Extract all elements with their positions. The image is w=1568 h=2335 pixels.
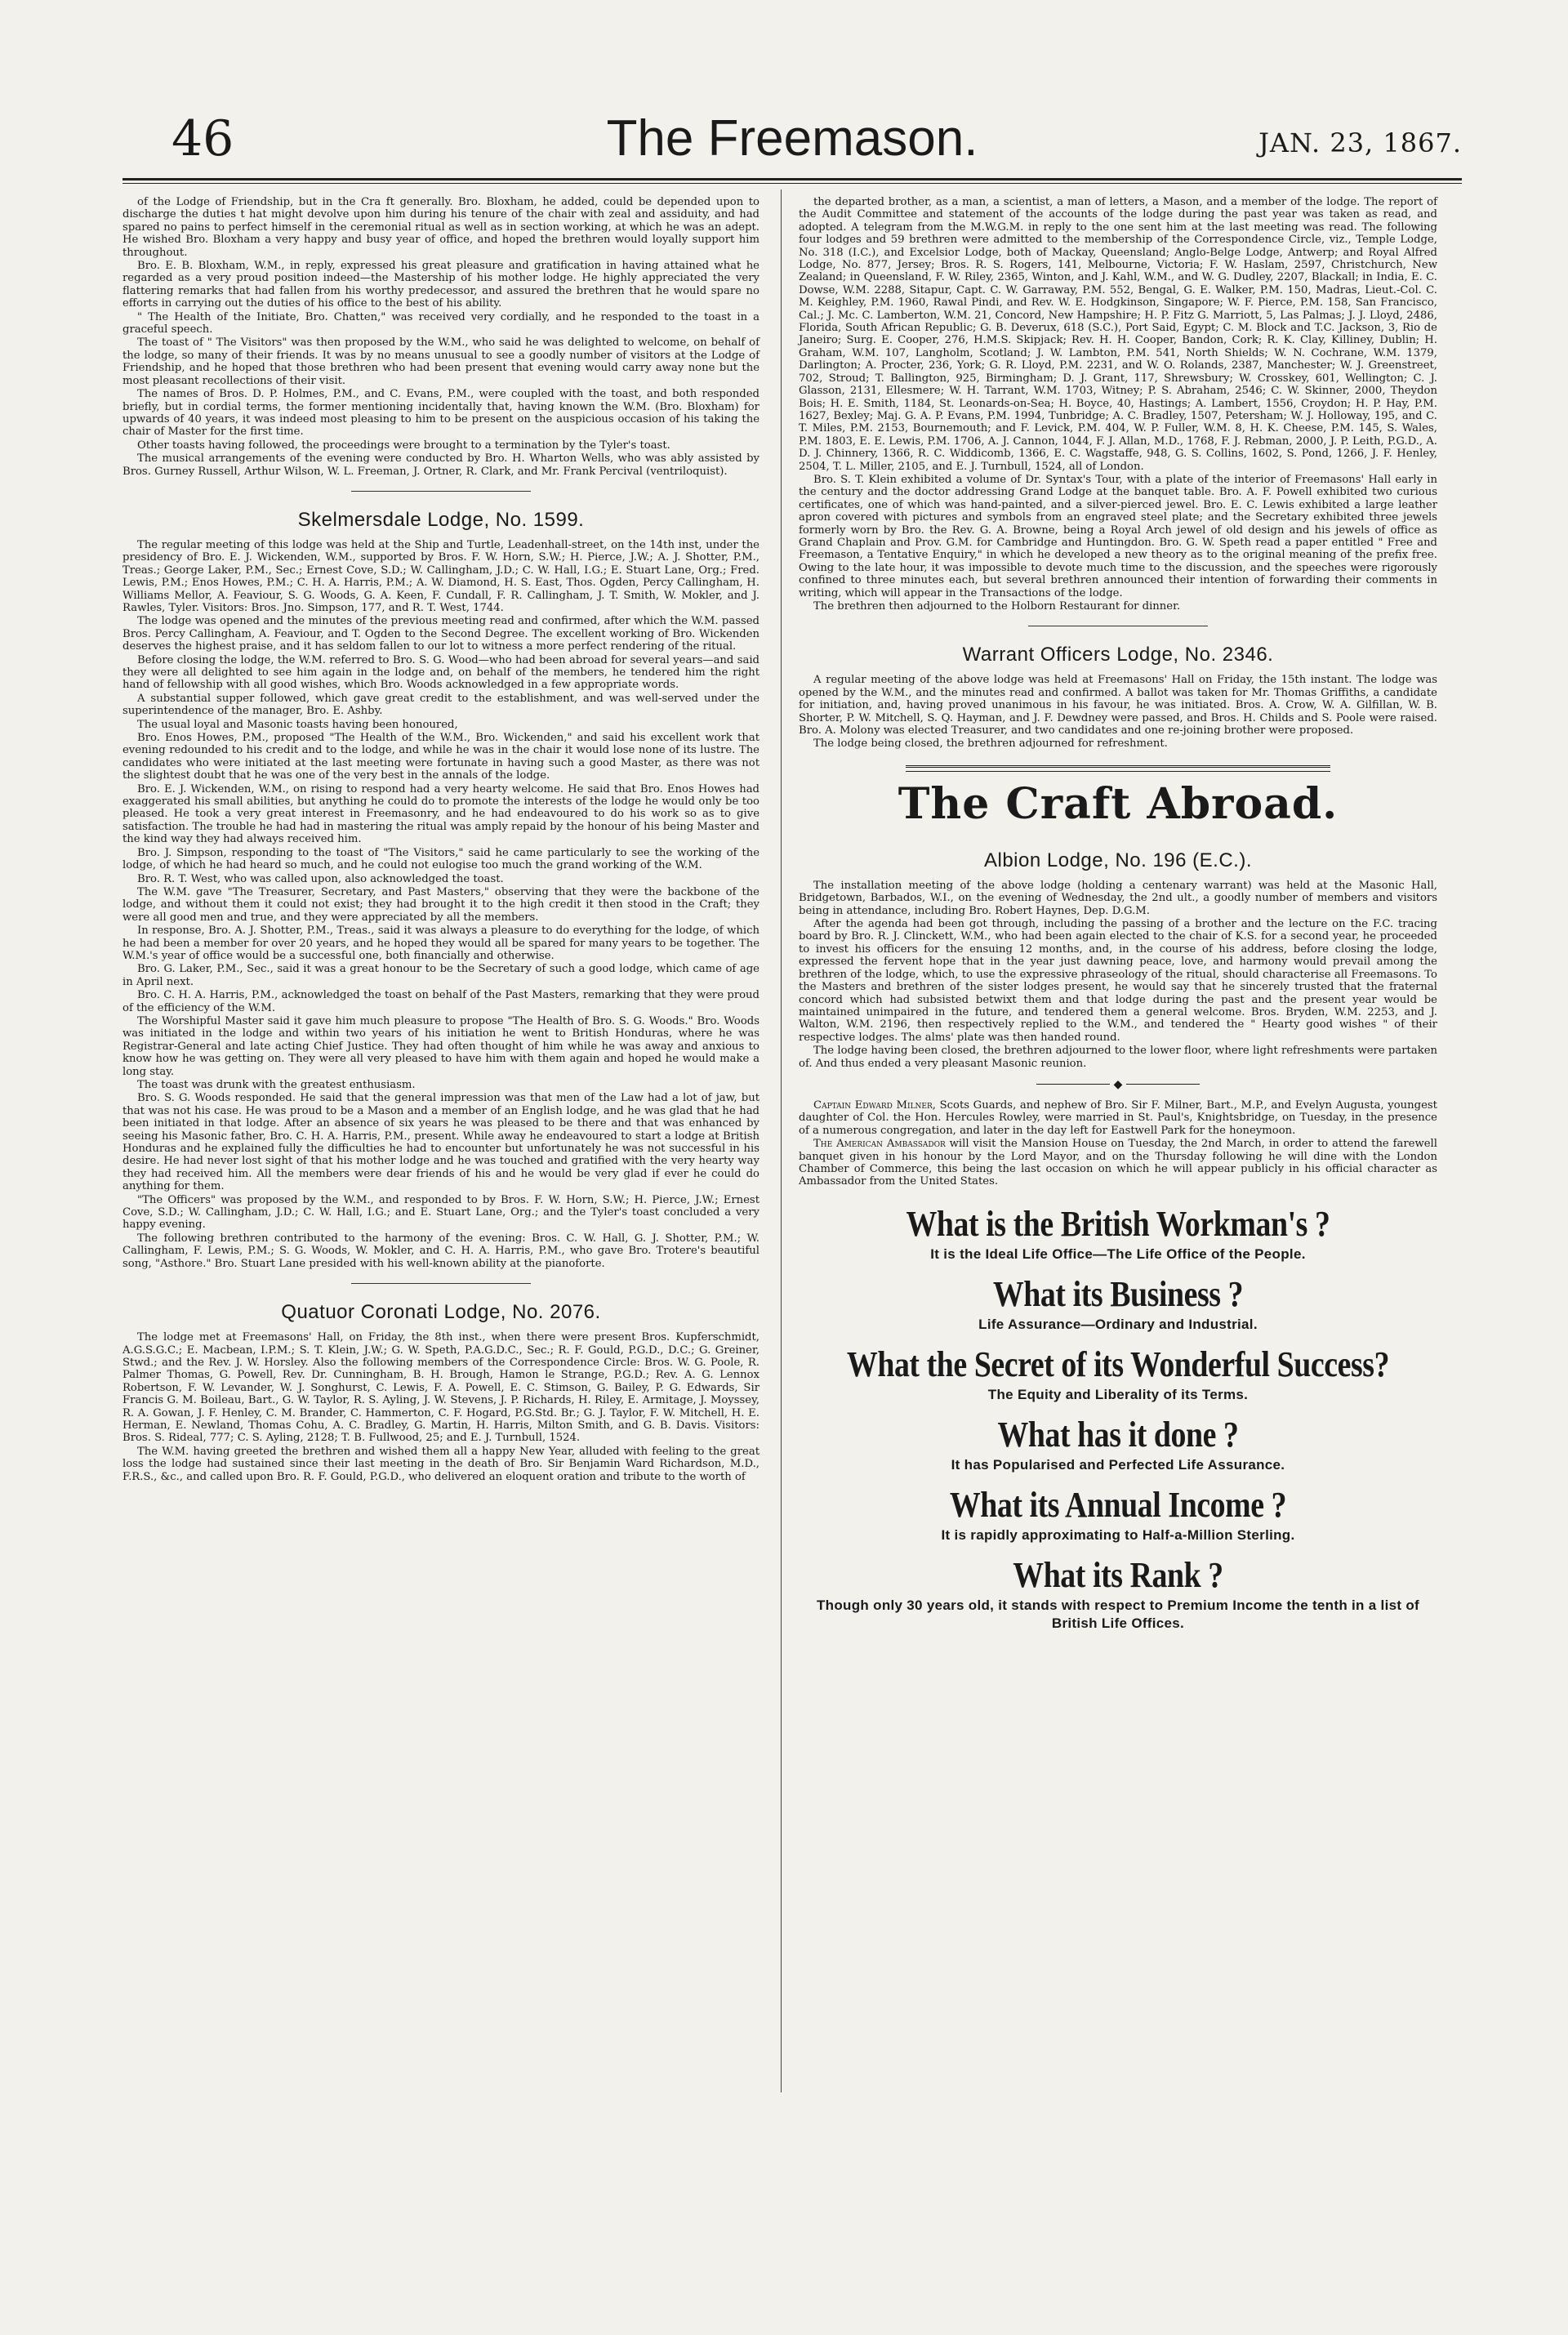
paragraph: The installation meeting of the above lodge (holding a centenary warrant) was held at the Masonic Hall, Bridgetown, Barbados, W.I., on the evening of Wednesday, the 2nd ult., a goodly number of members and visitors being in attendance, including Bro. Robert Haynes, Dep. D.G.M. [799, 879, 1437, 917]
paragraph: The lodge met at Freemasons' Hall, on Friday, the 8th inst., when there were present Bros. Kupferschmidt, A.G.S.G.C.; E. Macbean, I.P.M.; S. T. Klein, J.W.; G. W. Speth, P.A.G.D.C., Sec.; R. F. Gould, P.G.D., D.C.; G. Greiner, Stwd.; and the Rev. J. W. Horsley. Also the following members of the Correspondence Circle: Bros. W. G. Poole, R. Palmer Thomas, G. Powell, Rev. Dr. Cunningham, B. H. Brough, Hamon le Strange, P.G.D.; Rev. A. G. Lennox Robertson, F. W. Levander, W. J. Songhurst, C. Lewis, F. A. Powell, E. C. Stimson, G. Bailey, P. G. Edwards, Sir Francis G. M. Boileau, Bart., G. W. Taylor, R. S. Ayling, J. W. Stevens, J. P. Richards, H. Riley, E. Armitage, J. Moyssey, R. A. Gowan, J. F. Henley, C. M. Brander, C. Hammerton, C. F. Hogard, P.G.Std. Br.; G. J. Taylor, F. W. Mitchell, H. E. Herman, E. Newland, Thomas Cohu, A. C. Bradley, G. Martin, H. Harris, Milton Smith, and G. B. Davis. Visitors: Bros. S. Rideal, 777; C. S. Ayling, 2128; T. B. Fullwood, 25; and E. J. Turnbull, 1524. [122, 1331, 760, 1445]
paragraph: After the agenda had been got through, including the passing of a brother and the lecture on the F.C. tracing board by Bro. R. J. Clinckett, W.M., who had been again elected to the chair of K.S. for a second year, he proceeded to invest his officers for the ensuing 12 months, and, in the course of his address, before closing the lodge, expressed the fervent hope that in the year just dawning peace, love, and harmony would prevail among the brethren of the lodge, which, to use the expressive phraseology of the ritual, should characterise all Freemasons. To the Masters and brethren of the sister lodges present, he would say that he sincerely trusted that the fraternal concord which had subsisted betwixt them and that lodge during the past and the present year would be maintained unimpaired in the future, and tendered them a general welcome. Bros. Bryden, W.M. 2253, and J. Walton, W.M. 2196, then respectively replied to the W.M., and tendered the " Hearty good wishes " of their respective lodges. The alms' plate was then handed round. [799, 918, 1437, 1044]
paragraph: The Worshipful Master said it gave him much pleasure to propose "The Health of Bro. S. G. Woods." Bro. Woods was initiated in the lodge and within two years of his initiation he went to British Honduras, where he was Registrar-General and late acting Chief Justice. They had often thought of him while he was away and anxious to know how he was getting on. They were all very pleased to have him with them again and hoped he would make a long stay. [122, 1014, 760, 1078]
paragraph: Bro. E. J. Wickenden, W.M., on rising to respond had a very hearty welcome. He said that Bro. Enos Howes had exaggerated his small abilities, but anything he could do to promote the interests of the lodge he would only be too pleased. He took a very great interest in Freemasonry, and he had endeavoured to do his work so as to give satisfaction. The trouble he had had in mastering the ritual was amply repaid by the honour of his being Master and the kind way they had always received him. [122, 782, 760, 846]
advert-question: What the Secret of its Wonderful Success? [846, 1344, 1390, 1384]
paragraph: Bro. S. T. Klein exhibited a volume of Dr. Syntax's Tour, with a plate of the interior of Freemasons' Hall early in the century and the doctor addressing Grand Lodge at the banquet table. Bro. A. F. Powell exhibited two curious certificates, one of which was hand-painted, and a silver-pierced jewel. Bro. E. C. Lewis exhibited a large leather apron covered with pictures and symbols from an engraved steel plate; and the Secretary exhibited three jewels formerly worn by Bro. the Rev. G. A. Browne, being a Royal Arch jewel of old design and his jewels of office as Grand Chaplain and Prov. G.M. for Cambridge and Huntingdon. Bro. G. W. Speth read a paper entitled " Free and Freemason, a Tentative Enquiry," in which he developed a new theory as to the original meaning of the prefix free. Owing to the late hour, it was impossible to devote much time to the discussion, and the speeches were rigorously confined to three minutes each, but several brethren announced their intention of forwarding their comments in writing, which will appear in the Transactions of the lodge. [799, 473, 1437, 599]
albion-heading: Albion Lodge, No. 196 (E.C.). [983, 849, 1252, 871]
notices [799, 1099, 1437, 1188]
advert-question: What is the British Workman's ? [906, 1203, 1330, 1244]
paragraph: "The Officers" was proposed by the W.M., and responded to by Bros. F. W. Horn, S.W.; H. Pierce, J.W.; Ernest Cove, S.D.; W. Callingham, J.D.; C. W. Hall, I.G.; and E. Stuart Lane, Org.; and the Tyler's toast concluded a very happy evening. [122, 1193, 760, 1232]
advert-answer: It has Popularised and Perfected Life Assurance. [951, 1456, 1285, 1473]
notice-text: will visit the Mansion House on Tuesday, the 2nd March, in order to attend the farewell banquet given in his honour by the Lord Mayor, and on the Thursday following he will dine with the London Chamber of Commerce, this being the last occasion on which he will appear publicly in his official character as Ambassador from the United States. [799, 1138, 1437, 1188]
advert-question: What its Rank ? [1013, 1554, 1223, 1595]
header-rule-thin [122, 183, 1462, 184]
warrant-body [799, 674, 1437, 750]
paragraph: A regular meeting of the above lodge was held at Freemasons' Hall on Friday, the 15th instant. The lodge was opened by the W.M., and the minutes read and confirmed. A ballot was taken for Mr. Thomas Griffiths, a candidate for initiation, and, having proved unanimous in his favour, he was initiated. Bros. A. Crow, W. A. Gilfillan, W. B. Shorter, P. W. Mitchell, S. Q. Hayman, and J. F. Dewdney were passed, and Bros. H. Childs and S. Poole were raised. Bro. A. Molony was elected Treasurer, and two candidates and one re-joining brother were proposed. [799, 674, 1437, 737]
right-intro [799, 196, 1437, 613]
paragraph: The W.M. gave "The Treasurer, Secretary, and Past Masters," observing that they were the backbone of the lodge, and without them it could not exist; they had brought it to the high credit it then stood in the Craft; they were all good men and true, and they were appreciated by all the members. [122, 885, 760, 924]
craft-rule [906, 765, 1330, 772]
paragraph: Bro. C. H. A. Harris, P.M., acknowledged the toast on behalf of the Past Masters, remarking that they were proud of the efficiency of the W.M. [122, 989, 760, 1014]
ornamental-rule: ◆ [799, 1078, 1437, 1091]
left-intro [122, 196, 760, 478]
advert-answer: The Equity and Liberality of its Terms. [987, 1386, 1249, 1402]
skelmersdale-heading: Skelmersdale Lodge, No. 1599. [297, 508, 585, 531]
notice-lead: The American Ambassador [813, 1138, 946, 1151]
paragraph: Other toasts having followed, the proceedings were brought to a termination by the Tyler's toast. [137, 439, 670, 452]
paragraph: Bro. S. G. Woods responded. He said that the general impression was that men of the Law had a lot of jaw, but that was not his case. He was proud to be a Mason and a member of an English lodge, and he was glad that he had been initiated in that lodge. After an absence of six years he was pleased to be there and that was enhanced by seeing his Masonic father, Bro. C. H. A. Harris, P.M., present. While away he endeavoured to start a lodge at British Honduras and he explained fully the difficulties he had to encounter but unfortunately he was not successful in his desire. He had never lost sight of that his mother lodge and he was touched and gratified with the very hearty way they had received him. All the members were dear friends of his and he would be very glad if ever he could do anything for them. [122, 1092, 760, 1193]
advert-answer: It is rapidly approximating to Half-a-Million Sterling. [941, 1526, 1295, 1543]
page-header [122, 106, 1462, 180]
quatuor-heading: Quatuor Coronati Lodge, No. 2076. [281, 1301, 601, 1324]
paragraph: The toast was drunk with the greatest enthusiasm. [137, 1079, 416, 1091]
paragraph: Before closing the lodge, the W.M. referred to Bro. S. G. Wood—who had been abroad for several years—and said they were all delighted to see him again in the lodge and, on behalf of the members, he tendered him the right hand of fellowship with all good wishes, which Bro. Woods acknowledged in a few appropriate words. [122, 653, 760, 692]
right-column [799, 196, 1437, 1636]
paragraph: Bro. J. Simpson, responding to the toast of "The Visitors," said he came particularly to see the working of the lodge, of which he had heard so much, and he could not eulogise too much the grand working of the W.M. [122, 846, 760, 872]
left-column [122, 196, 760, 1484]
issue-date: JAN. 23, 1867. [1258, 127, 1462, 158]
paragraph: of the Lodge of Friendship, but in the Cra ft generally. Bro. Bloxham, he added, could be depended upon to discharge the duties t hat might devolve upon him during his tenure of the chair with zeal and assiduity, and had spared no pains to perfect himself in the ceremonial ritual as well as in section working, at which he was an adept. He wished Bro. Bloxham a very happy and busy year of office, and hoped the brethren would loyally support him throughout. [122, 196, 760, 259]
page-number: 46 [172, 110, 234, 167]
paragraph: In response, Bro. A. J. Shotter, P.M., Treas., said it was always a pleasure to do everything for the lodge, of which he had been a member for over 20 years, and he hoped they would all be spared for many years to be together. The W.M.'s year of office would be a successful one, both financially and otherwise. [122, 925, 760, 962]
paragraph: " The Health of the Initiate, Bro. Chatten," was received very cordially, and he responded to the toast in a graceful speech. [122, 310, 760, 336]
paragraph: The brethren then adjourned to the Holborn Restaurant for dinner. [813, 600, 1181, 613]
section-rule [351, 491, 531, 492]
paragraph: Bro. Enos Howes, P.M., proposed "The Health of the W.M., Bro. Wickenden," and said his excellent work that evening redounded to his credit and to the lodge, and while he was in the chair it would lose none of its lustre. The candidates who were initiated at the last meeting were fortunate in having such a good Master, as there was not the slightest doubt that he was one of the very best in the annals of the lodge. [122, 732, 760, 782]
advert-question: What its Business ? [992, 1273, 1244, 1314]
advert-answer: It is the Ideal Life Office—The Life Office of the People. [930, 1245, 1306, 1262]
paragraph: The toast of " The Visitors" was then proposed by the W.M., who said he was delighted to welcome, on behalf of the lodge, so many of their friends. It was by no means unusual to see a goodly number of visitors at the Lodge of Friendship, and he hoped that those brethren who had been present that evening would carry away none but the most pleasant recollections of their visit. [122, 336, 760, 387]
masthead-title: The Freemason. [606, 110, 978, 167]
notice [799, 1138, 1437, 1188]
paragraph: The lodge was opened and the minutes of the previous meeting read and confirmed, after which the W.M. passed Bros. Percy Callingham, A. Feaviour, and T. Ogden to the Second Degree. The excellent working of Bro. Wickenden deserves the highest praise, and it has seldom fallen to our lot to witness a more perfect rendering of the ritual. [122, 615, 760, 653]
column-divider [781, 189, 782, 2092]
advert-answer: Life Assurance—Ordinary and Industrial. [978, 1316, 1258, 1332]
warrant-heading: Warrant Officers Lodge, No. 2346. [962, 644, 1274, 666]
paragraph: The W.M. having greeted the brethren and wished them all a happy New Year, alluded with feeling to the great loss the lodge had sustained since their last meeting in the death of Bro. Sir Benjamin Ward Richardson, M.D., F.R.S., &c., and called upon Bro. R. F. Gould, P.G.D., who delivered an eloquent oration and tribute to the worth of [122, 1445, 760, 1483]
paragraph: The regular meeting of this lodge was held at the Ship and Turtle, Leadenhall-street, on the 14th inst, under the presidency of Bro. E. J. Wickenden, W.M., supported by Bros. F. W. Horn, S.W.; H. Pierce, J.W.; A. J. Shotter, P.M., Treas.; George Laker, P.M., Sec.; Ernest Cove, S.D.; W. Callingham, J.D.; C. W. Hall, I.G.; E. Stuart Lane, Org.; Fred. Lewis, P.M.; Enos Howes, P.M.; C. H. A. Harris, P.M.; A. W. Diamond, H. S. East, Thos. Ogden, Percy Callingham, H. Williams Mellor, A. Feaviour, S. G. Woods, G. A. Keen, F. Cundall, F. R. Callingham, J. T. Smith, W. Mokler, and J. Rawles, Tyler. Visitors: Bros. Jno. Simpson, 177, and R. T. West, 1744. [122, 538, 760, 614]
paragraph: the departed brother, as a man, a scientist, a man of letters, a Mason, and a member of the lodge. The report of the Audit Committee and statement of the accounts of the lodge during the past year was taken as read, and adopted. A telegram from the M.W.G.M. in reply to the one sent him at the last meeting was read. The following four lodges and 59 brethren were admitted to the membership of the Correspondence Circle, viz., Temple Lodge, No. 318 (I.C.), and Excelsior Lodge, both of Mackay, Queensland; Anglo-Belge Lodge, Antwerp; and Royal Alfred Lodge, No. 877, Jersey; Bros. R. S. Rogers, 141, Melbourne, Victoria; F. W. Haslam, 2597, Christchurch, New Zealand; in Queensland, F. W. Riley, 2365, Winton, and J. Kahl, W.M., and W. G. Dudley, 2207, Blackall; in India, E. C. Dowse, W.M. 2288, Sitapur, Capt. C. W. Garraway, P.M. 552, Bengal, G. E. Walker, P.M. 150, Madras, Lieut.-Col. C. M. Keighley, P.M. 1960, Rawal Pindi, and Rev. W. E. Hodgkinson, Singapore; W. F. Pierce, P.M. 158, San Francisco, Cal.; J. Mc. C. Lamberton, W.M. 21, Concord, New Hampshire; H. P. Fitz G. Marriott, 5, Las Palmas; J. J. Lloyd, 2486, Florida, South African Republic; G. B. Deverux, 618 (S.C.), Port Said, Egypt; C. M. Block and T.C. Jackson, 3, Rio de Janeiro; Surg. E. Cooper, 276, H.M.S. Skipjack; Rev. H. H. Cooper, Bandon, Cork; R. K. Clay, Killiney, Dublin; H. Graham, W.M. 107, Langholm, Scotland; J. W. Lambton, P.M. 541, North Shields; W. N. Cochrane, W.M. 1379, Darlington; A. Procter, 236, York; G. R. Lloyd, P.M. 2231, and W. O. Rolands, 2387, Manchester; W. J. Greenstreet, 702, Stroud; T. Ballington, 925, Birmingham; D. J. Grant, 117, Shrewsbury; W. Crosskey, 601, Wellington; C. J. Glasson, 2131, Ellesmere; W. H. Tarrant, W.M. 1703, Witney; P. S. Abraham, 2546; C. W. Skinner, 2000, Theydon Bois; H. E. Smith, 1184, St. Leonards-on-Sea; H. Boyce, 40, Hastings; A. Lambert, 1556, Croydon; H. P. Hay, P.M. 1627, Bexley; Maj. G. A. P. Evans, P.M. 1994, Tunbridge; A. C. Bradley, 1507, Petersham; W. J. Holloway, 195, and C. T. Miles, P.M. 2153, Bournemouth; and F. Levick, P.M. 404, W. P. Fuller, W.M. 8, H. K. Cheese, P.M. 145, S. Wales, P.M. 1803, E. E. Lewis, P.M. 1706, A. J. Cannon, 1044, F. J. Allan, M.D., 1768, F. J. Rebman, 2000, J. P. Leith, P.G.D., A. D. J. Chinnery, 1366, R. C. Widdicomb, 1366, E. C. Wagstaffe, 948, G. S. Collins, 1602, S. Pond, 1266, J. F. Henley, 2504, T. L. Miller, 2105, and E. J. Turnbull, 1524, all of London. [799, 196, 1437, 473]
albion-body [799, 880, 1437, 1070]
advert-question: What its Annual Income ? [949, 1484, 1287, 1525]
advert-answer: Though only 30 years old, it stands with respect to Premium Income the tenth in a list of British Life Offices. [817, 1597, 1419, 1631]
paragraph: The musical arrangements of the evening were conducted by Bro. H. Wharton Wells, who was ably assisted by Bros. Gurney Russell, Arthur Wilson, W. L. Freeman, J. Ortner, R. Clark, and Mr. Frank Percival (ventriloquist). [122, 452, 760, 478]
paragraph: The lodge being closed, the brethren adjourned for refreshment. [813, 737, 1168, 751]
paragraph: Bro. E. B. Bloxham, W.M., in reply, expressed his great pleasure and gratification in having attained what he regarded as a very proud position indeed—the Mastership of his mother lodge. He highly appreciated the very flattering remarks that had fallen from his worthy predecessor, and assured the brethren that he would spare no efforts in carrying out the duties of his office to the best of his ability. [122, 260, 760, 310]
paragraph: The following brethren contributed to the harmony of the evening: Bros. C. W. Hall, G. J. Shotter, P.M.; W. Callingham, F. Lewis, P.M.; S. G. Woods, W. Mokler, and C. H. A. Harris, P.M., who gave Bro. Trotere's beautiful song, "Asthore." Bro. Stuart Lane presided with his well-known ability at the pianoforte. [122, 1232, 760, 1270]
skelmersdale-body [122, 539, 760, 1270]
craft-abroad-heading: The Craft Abroad. [898, 778, 1339, 829]
notice [799, 1099, 1437, 1137]
notice-text: Scots Guards, and nephew of Bro. Sir F. Milner, Bart., M.P., and Evelyn Augusta, youngest daughter of Col. the Hon. Hercules Rowley, were married in St. Paul's, Knightsbridge, on Tuesday, in the presence of a numerous congregation, and later in the day left for Eastwell Park for the honeymoon. [799, 1098, 1437, 1137]
notice-lead: Captain Edward Milner, [813, 1098, 936, 1112]
header-rule [122, 178, 1462, 180]
advert-question: What has it done ? [997, 1414, 1239, 1455]
paragraph: A substantial supper followed, which gave great credit to the establishment, and was well-served under the superintendence of the manager, Bro. E. Ashby. [122, 692, 760, 718]
paragraph: The lodge having been closed, the brethren adjourned to the lower floor, where light refreshments were partaken of. And thus ended a very pleasant Masonic reunion. [799, 1045, 1437, 1070]
paragraph: Bro. R. T. West, who was called upon, also acknowledged the toast. [137, 872, 504, 885]
paragraph: The usual loyal and Masonic toasts having been honoured, [137, 718, 458, 731]
advertisement [799, 1203, 1437, 1633]
quatuor-body [122, 1331, 760, 1483]
section-rule [351, 1283, 531, 1284]
paragraph: Bro. G. Laker, P.M., Sec., said it was a great honour to be the Secretary of such a good lodge, which came of age in April next. [122, 963, 760, 988]
paragraph: The names of Bros. D. P. Holmes, P.M., and C. Evans, P.M., were coupled with the toast, and both responded briefly, but in cordial terms, the former mentioning incidentally that, having known the W.M. (Bro. Bloxham) for upwards of 40 years, it was indeed most pleasing to him to be present on the auspicious occasion of his taking the chair of Master for the first time. [122, 388, 760, 439]
